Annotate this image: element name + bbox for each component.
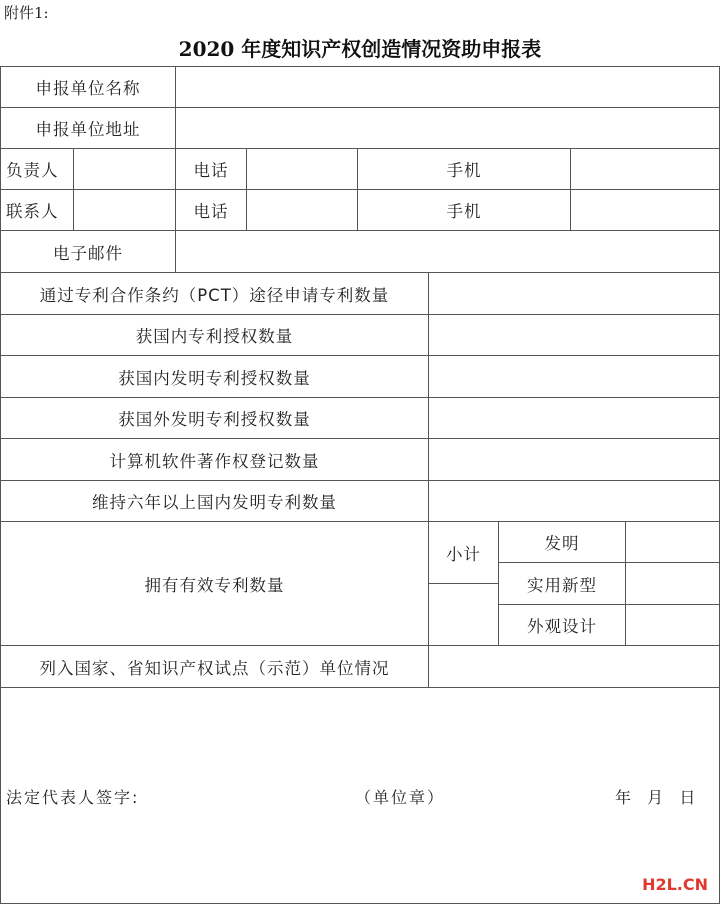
pilot-unit-field[interactable]	[428, 645, 720, 688]
contact-mobile-field[interactable]	[570, 189, 720, 231]
date-label: 年 月 日	[615, 788, 698, 807]
responsible-phone-label: 电话	[175, 148, 247, 190]
unit-name-label: 申报单位名称	[0, 66, 176, 108]
utility-model-label: 实用新型	[498, 562, 626, 605]
responsible-phone-field[interactable]	[246, 148, 358, 190]
design-field[interactable]	[625, 604, 720, 646]
design-label: 外观设计	[498, 604, 626, 646]
pct-label: 通过专利合作条约（PCT）途径申请专利数量	[0, 272, 429, 315]
valid-patent-label: 拥有有效专利数量	[0, 521, 429, 646]
domestic-invention-field[interactable]	[428, 355, 720, 398]
subtotal-field[interactable]	[428, 583, 499, 646]
responsible-field[interactable]	[73, 148, 176, 190]
contact-field[interactable]	[73, 189, 176, 231]
unit-name-field[interactable]	[175, 66, 720, 108]
responsible-mobile-label: 手机	[357, 148, 571, 190]
maintained-invention-field[interactable]	[428, 480, 720, 522]
subtotal-label: 小计	[428, 521, 499, 584]
maintained-invention-label: 维持六年以上国内发明专利数量	[0, 480, 429, 522]
unit-address-field[interactable]	[175, 107, 720, 149]
email-label: 电子邮件	[0, 230, 176, 273]
email-field[interactable]	[175, 230, 720, 273]
contact-phone-label: 电话	[175, 189, 247, 231]
legal-rep-signature-label: 法定代表人签字:	[6, 788, 140, 807]
domestic-invention-label: 获国内发明专利授权数量	[0, 355, 429, 398]
software-copyright-label: 计算机软件著作权登记数量	[0, 438, 429, 481]
contact-phone-field[interactable]	[246, 189, 358, 231]
domestic-patent-label: 获国内专利授权数量	[0, 314, 429, 356]
responsible-label: 负责人	[0, 148, 74, 190]
invention-label: 发明	[498, 521, 626, 563]
contact-label: 联系人	[0, 189, 74, 231]
responsible-mobile-field[interactable]	[570, 148, 720, 190]
site-watermark: H2L.CN	[642, 875, 708, 894]
unit-address-label: 申报单位地址	[0, 107, 176, 149]
domestic-patent-field[interactable]	[428, 314, 720, 356]
invention-field[interactable]	[625, 521, 720, 563]
foreign-invention-field[interactable]	[428, 397, 720, 439]
foreign-invention-label: 获国外发明专利授权数量	[0, 397, 429, 439]
form-title: 2020 年度知识产权创造情况资助申报表	[178, 37, 542, 61]
unit-seal-label: （单位章）	[355, 788, 446, 807]
pilot-unit-label: 列入国家、省知识产权试点（示范）单位情况	[0, 645, 429, 688]
pct-field[interactable]	[428, 272, 720, 315]
utility-model-field[interactable]	[625, 562, 720, 605]
software-copyright-field[interactable]	[428, 438, 720, 481]
attachment-label: 附件1:	[4, 4, 49, 22]
contact-mobile-label: 手机	[357, 189, 571, 231]
